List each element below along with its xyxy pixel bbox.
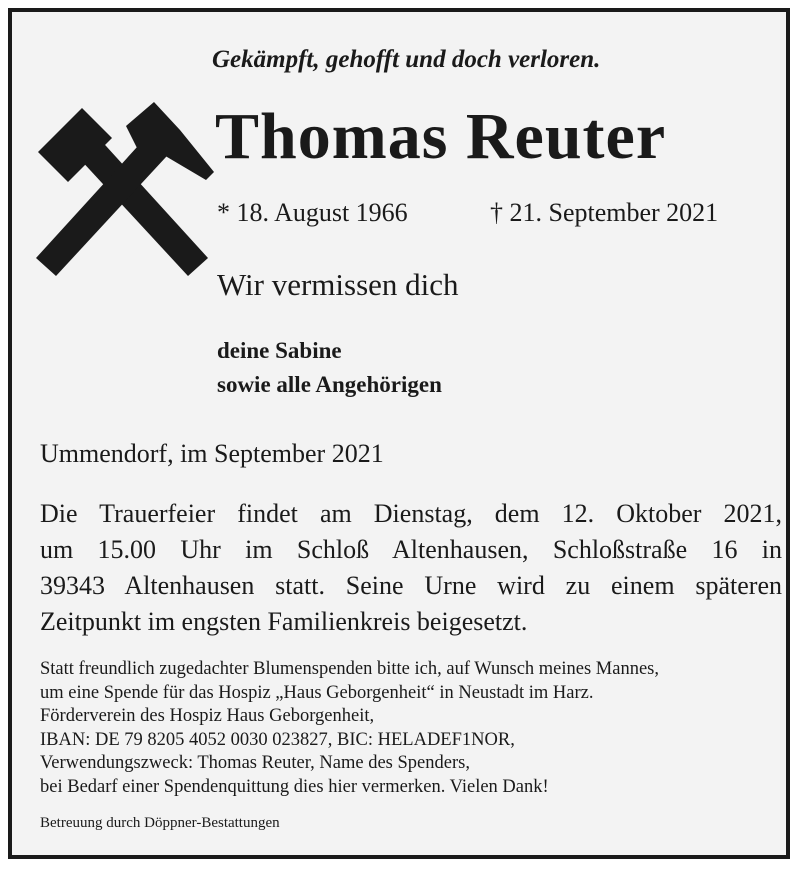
donation-text xyxy=(40,658,659,800)
donation-line: um eine Spende für das Hospiz „Haus Geborgenheit“ in Neustadt im Harz. xyxy=(40,682,594,703)
donation-line: Förderverein des Hospiz Haus Geborgenheit, xyxy=(40,706,375,727)
donation-line: Verwendungszweck: Thomas Reuter, Name des Spenders, xyxy=(40,753,470,774)
ceremony-line: 39343 Altenhausen statt. Seine Urne wird zu einem späteren xyxy=(40,571,782,600)
signature-line: sowie alle Angehörigen xyxy=(217,372,442,397)
message: Wir vermissen dich xyxy=(217,267,459,302)
birth-date: * 18. August 1966 xyxy=(217,198,408,227)
donation-line: Statt freundlich zugedachter Blumenspenden bitte ich, auf Wunsch meines Mannes, xyxy=(40,659,660,679)
deceased-name: Thomas Reuter xyxy=(215,100,667,173)
donation-line: bei Bedarf einer Spendenquittung dies hier vermerken. Vielen Dank! xyxy=(40,776,549,797)
signature-line: deine Sabine xyxy=(217,338,342,363)
ceremony-line: Die Trauerfeier findet am Dienstag, dem 12. Oktober 2021, xyxy=(40,499,782,528)
death-date: † 21. September 2021 xyxy=(490,198,719,227)
obituary-notice xyxy=(8,8,790,859)
place-date: Ummendorf, im September 2021 xyxy=(40,439,384,468)
ceremony-text xyxy=(40,496,782,640)
ceremony-line: Zeitpunkt im engsten Familienkreis beigesetzt. xyxy=(40,607,528,636)
ceremony-line: um 15.00 Uhr im Schloß Altenhausen, Schloßstraße 16 in xyxy=(40,535,782,564)
donation-line: IBAN: DE 79 8205 4052 0030 023827, BIC: HELADEF1NOR, xyxy=(40,729,515,750)
motto: Gekämpft, gehofft und doch verloren. xyxy=(212,46,601,73)
funeral-home-credit: Betreuung durch Döppner-Bestattungen xyxy=(40,815,280,831)
crossed-hammers-icon xyxy=(30,98,214,278)
